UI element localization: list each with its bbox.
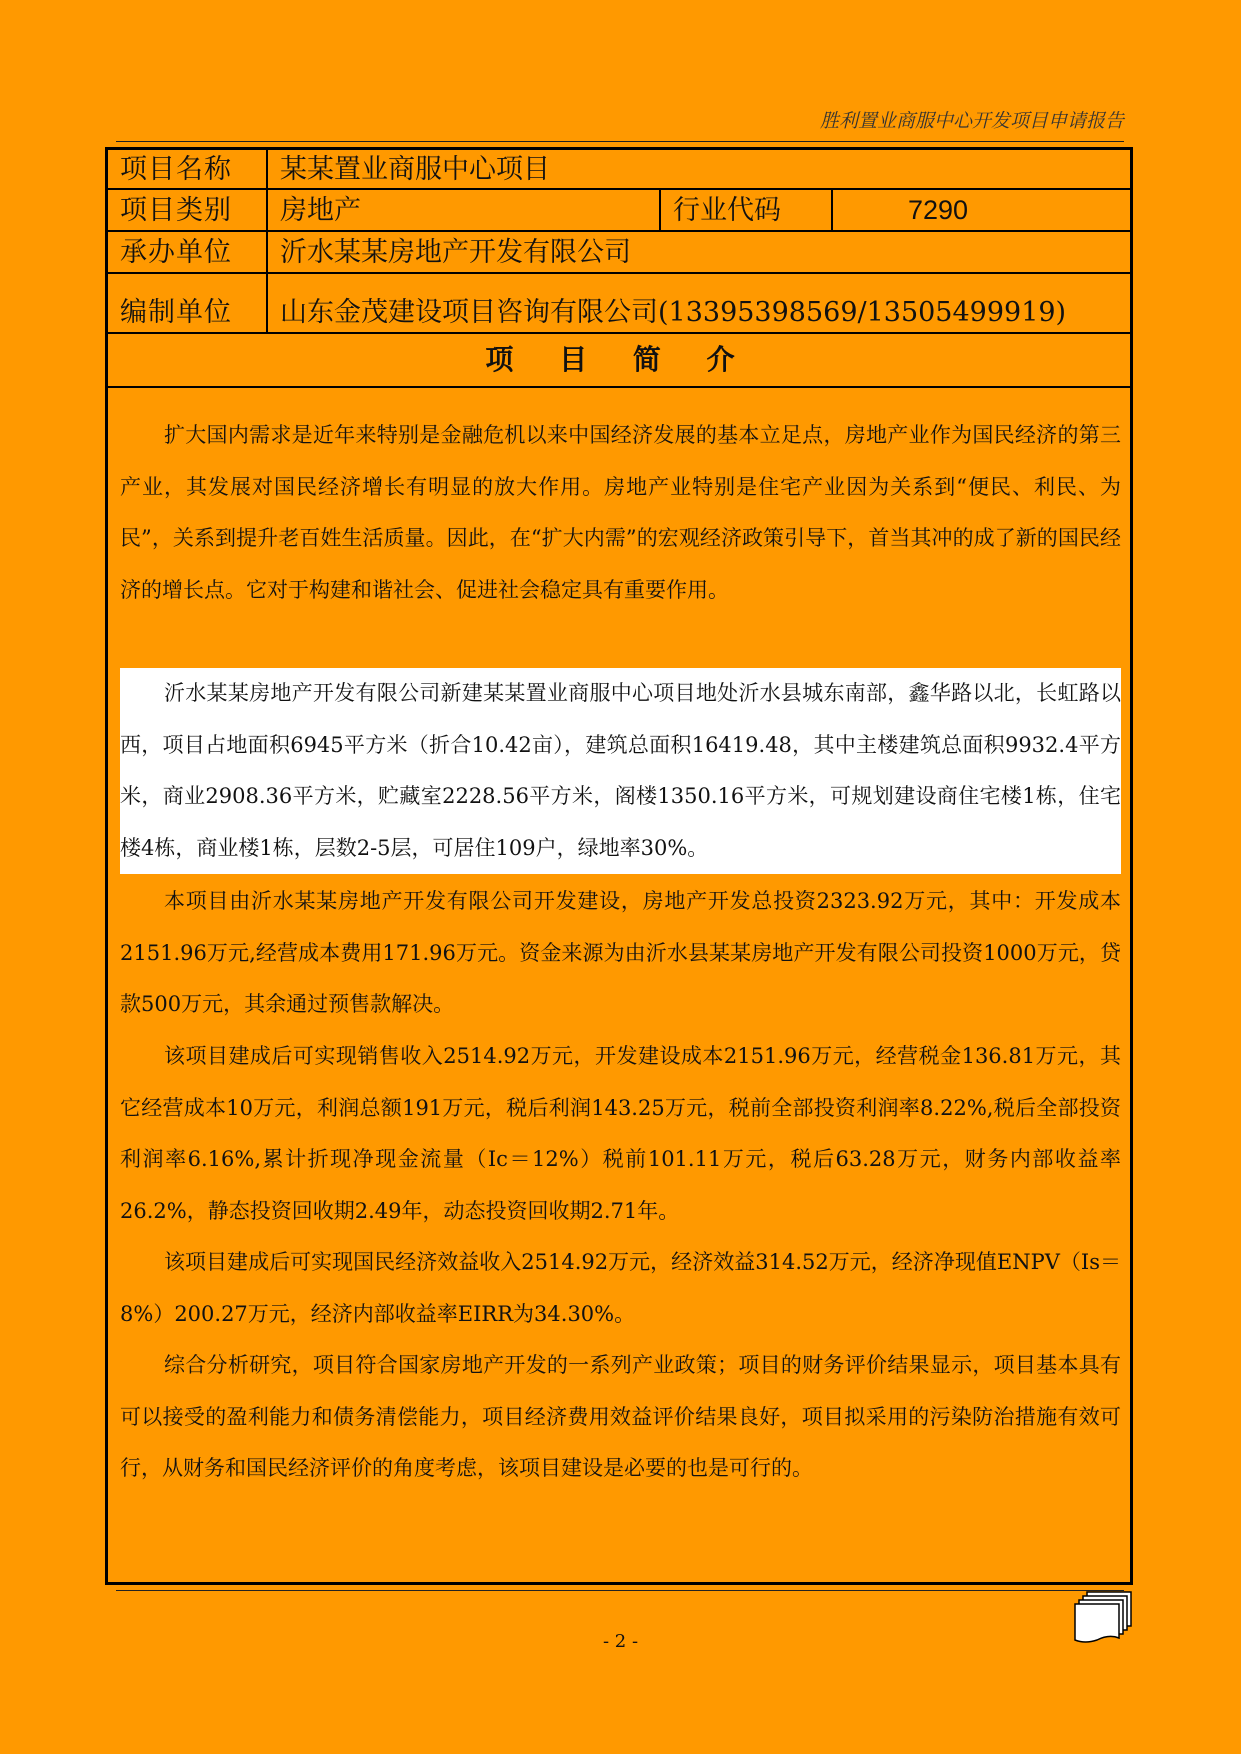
project-category-value: 房地产 bbox=[268, 190, 661, 230]
intro-paragraph-3 bbox=[120, 876, 1121, 1031]
page-number: - 2 - bbox=[602, 1631, 639, 1652]
paragraph-text: 沂水某某房地产开发有限公司新建某某置业商服中心项目地处沂水县城东南部，鑫华路以北，长虹路以西，项目占地面积6945平方米（折合10.42亩），建筑总面积16419.48，其中主楼建筑总面积9932.4平方米，商业2908.36平方米，贮藏室2228.56平方米，阁楼1350.16平方米，可规划建设商住宅楼1栋，住宅楼4栋，商业楼1栋，层数2-5层，可居住109户，绿地率30%。 bbox=[120, 681, 1121, 860]
paragraph-text: 扩大国内需求是近年来特别是金融危机以来中国经济发展的基本立足点，房地产业作为国民经济的第三产业，其发展对国民经济增长有明显的放大作用。房地产业特别是住宅产业因为关系到“便民、利民、为民”，关系到提升老百姓生活质量。因此，在“扩大内需”的宏观经济政策引导下，首当其冲的成了新的国民经济的增长点。它对于构建和谐社会、促进社会稳定具有重要作用。 bbox=[120, 423, 1121, 602]
row-compiler bbox=[108, 274, 1130, 334]
undertaker-label: 承办单位 bbox=[108, 232, 268, 272]
paragraph-text: 综合分析研究，项目符合国家房地产开发的一系列产业政策；项目的财务评价结果显示，项目基本具有可以接受的盈利能力和债务清偿能力，项目经济费用效益评价结果良好，项目拟采用的污染防治措施有效可行，从财务和国民经济评价的角度考虑，该项目建设是必要的也是可行的。 bbox=[120, 1353, 1121, 1481]
paragraph-text: 该项目建成后可实现销售收入2514.92万元，开发建设成本2151.96万元，经营税金136.81万元，其它经营成本10万元，利润总额191万元，税后利润143.25万元，税前全部投资利润率8.22%,税后全部投资利润率6.16%,累计折现净现金流量（Ic＝12%）税前101.11万元，税后63.28万元，财务内部收益率26.2%，静态投资回收期2.49年，动态投资回收期2.71年。 bbox=[120, 1044, 1121, 1223]
row-intro-title bbox=[108, 334, 1130, 388]
project-name-value: 某某置业商服中心项目 bbox=[280, 153, 550, 185]
compiler-label: 编制单位 bbox=[108, 274, 268, 332]
project-name-label: 项目名称 bbox=[108, 150, 268, 188]
intro-paragraph-2 bbox=[120, 668, 1121, 874]
footer-rule bbox=[116, 1590, 1124, 1591]
intro-paragraph-6 bbox=[120, 1340, 1121, 1495]
industry-code-label: 行业代码 bbox=[661, 190, 833, 230]
paragraph-text: 本项目由沂水某某房地产开发有限公司开发建设，房地产开发总投资2323.92万元，其中：开发成本2151.96万元,经营成本费用171.96万元。资金来源为由沂水县某某房地产开发有限公司投资1000万元，贷款500万元，其余通过预售款解决。 bbox=[120, 889, 1121, 1017]
paragraph-text: 该项目建成后可实现国民经济效益收入2514.92万元，经济效益314.52万元，经济净现值ENPV（Is＝8%）200.27万元，经济内部收益率EIRR为34.30%。 bbox=[120, 1250, 1121, 1326]
report-running-header: 胜利置业商服中心开发项目申请报告 bbox=[819, 110, 1124, 132]
row-undertaker bbox=[108, 232, 1130, 274]
project-category-label: 项目类别 bbox=[108, 190, 268, 230]
intro-section-title: 项 目 简 介 bbox=[485, 343, 753, 376]
header-rule bbox=[116, 141, 1124, 142]
intro-paragraph-5 bbox=[120, 1237, 1121, 1340]
project-summary-table bbox=[105, 147, 1133, 1585]
row-project-category bbox=[108, 190, 1130, 232]
intro-paragraph-1 bbox=[120, 410, 1121, 616]
compiler-value: 山东金茂建设项目咨询有限公司(13395398569/13505499919) bbox=[280, 297, 1067, 328]
row-project-name bbox=[108, 150, 1130, 190]
undertaker-value: 沂水某某房地产开发有限公司 bbox=[280, 236, 631, 268]
industry-code-value: 7290 bbox=[908, 194, 969, 225]
intro-paragraph-4 bbox=[120, 1031, 1121, 1237]
